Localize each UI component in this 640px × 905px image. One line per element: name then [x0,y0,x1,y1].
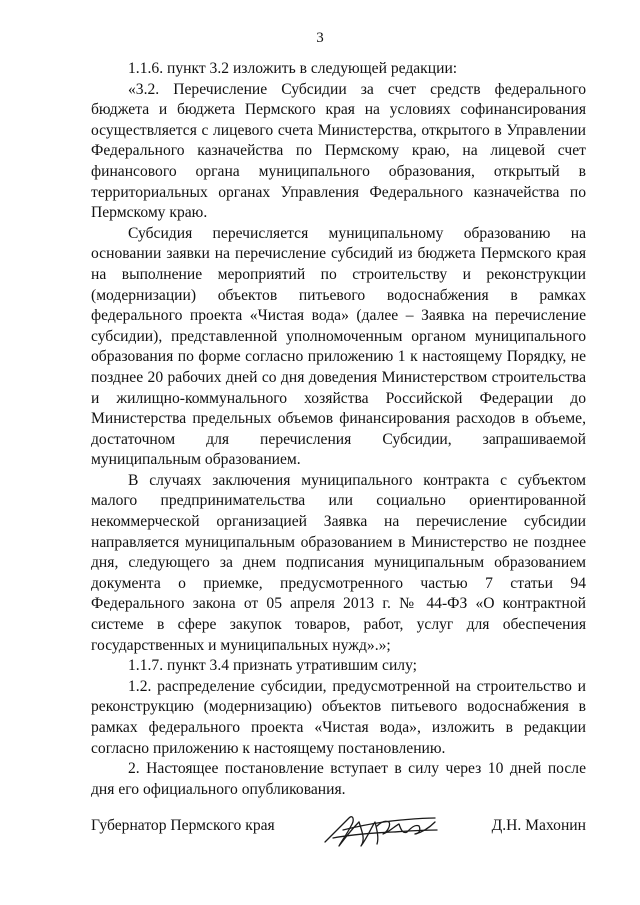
signature-block [91,816,586,846]
governor-title: Губернатор Пермского края [91,817,275,834]
paragraph-2-effective-date: 2. Настоящее постановление вступает в силу через 10 дней после дня его официального опубликования. [91,760,586,798]
paragraph-contract-cases: В случаях заключения муниципального контракта с субъектом малого предпринимательства или социально ориентированной некоммерческой организацией Заявка на перечисление субсидии направляется муниципальным образованием в Министерство не позднее дня, следующего за днем подписания муниципальным образованием документа о приемке, предусмотренного частью 7 статьи 94 Федерального закона от 05 апреля 2013 г. № 44-ФЗ «О контрактной системе в сфере закупок товаров, работ, услуг для обеспечения государственных и муниципальных нужд».»; [91,471,586,654]
paragraph-1-1-7: 1.1.7. пункт 3.4 признать утратившим силу; [128,657,418,675]
paragraph-1-2: 1.2. распределение субсидии, предусмотренной на строительство и реконструкцию (модернизацию) объектов питьевого водоснабжения в рамках федерального проекта «Чистая вода», изложить в редакции согласно приложению к настоящему постановлению. [91,677,586,757]
page-number: 3 [316,30,324,46]
paragraph-subsidy-transfer: Субсидия перечисляется муниципальному образованию на основании заявки на перечисление субсидий из бюджета Пермского края на выполнение мероприятий по строительству и реконструкции (модернизации) объектов питьевого водоснабжения в рамках федерального проекта «Чистая вода» (далее – Заявка на перечисление субсидии), представленной уполномоченным органом муниципального образования по форме согласно приложению 1 к настоящему Порядку, не позднее 20 рабочих дней со дня доведения Министерством строительства и жилищно-коммунального хозяйства Российской Федерации до Министерства предельных объемов финансирования расходов в объеме, достаточном для перечисления Субсидии, запрашиваемой муниципальным образованием. [91,224,586,469]
paragraph-1-1-6: 1.1.6. пункт 3.2 изложить в следующей редакции: [128,60,458,77]
document-body [91,59,586,800]
paragraph-3-2: «3.2. Перечисление Субсидии за счет средств федерального бюджета и бюджета Пермского края на условиях софинансирования осуществляется с лицевого счета Министерства, открытого в Управлении Федерального казначейства по Пермскому краю, на лицевой счет финансового органа муниципального образования, открытый в территориальных органах Управления Федерального казначейства по Пермскому краю. [91,80,586,222]
handwritten-signature [319,804,444,852]
signatory-name: Д.Н. Махонин [491,817,586,834]
